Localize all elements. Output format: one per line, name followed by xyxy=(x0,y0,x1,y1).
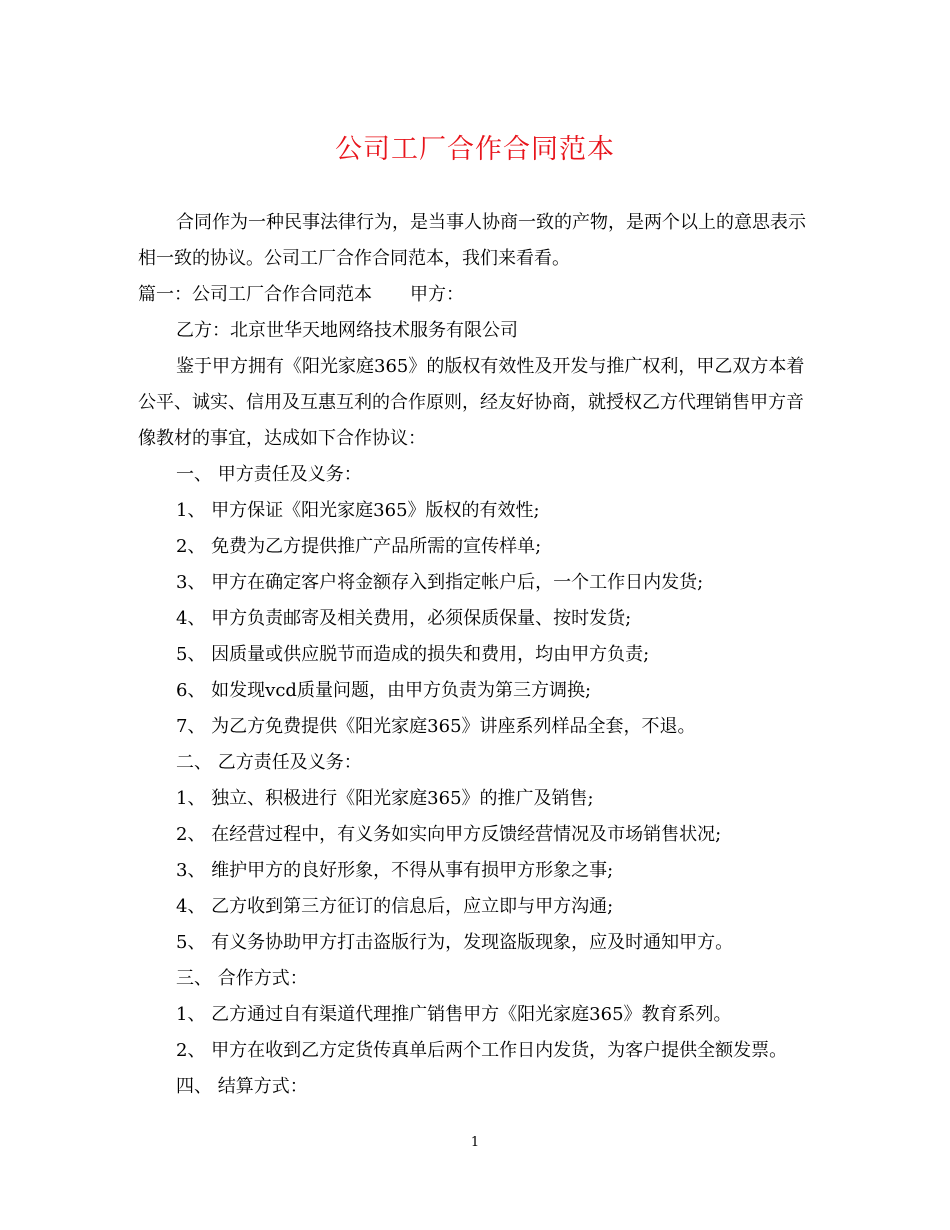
clause-item: 1、 甲方保证《阳光家庭365》版权的有效性; xyxy=(176,500,540,521)
clause-heading-3: 三、 合作方式： xyxy=(176,968,308,989)
party-b-line: 乙方：北京世华天地网络技术服务有限公司 xyxy=(176,320,518,341)
document-body xyxy=(138,205,818,1105)
clause-item: 2、 免费为乙方提供推广产品所需的宣传样单; xyxy=(176,536,542,557)
clause-item: 5、 因质量或供应脱节而造成的损失和费用，均由甲方负责; xyxy=(176,644,650,665)
intro-paragraph: 合同作为一种民事法律行为，是当事人协商一致的产物，是两个以上的意思表示相一致的协议。公司工厂合作合同范本，我们来看看。 xyxy=(138,212,806,269)
clause-heading-1: 一、 甲方责任及义务： xyxy=(176,464,362,485)
clause-heading-4: 四、 结算方式： xyxy=(176,1076,308,1097)
document-title: 公司工厂合作合同范本 xyxy=(335,134,615,165)
clause-item: 7、 为乙方免费提供《阳光家庭365》讲座系列样品全套，不退。 xyxy=(176,716,696,737)
clause-item: 4、 乙方收到第三方征订的信息后，应立即与甲方沟通; xyxy=(176,896,614,917)
clause-item: 5、 有义务协助甲方打击盗版行为，发现盗版现象，应及时通知甲方。 xyxy=(176,932,734,953)
clause-item: 4、 甲方负责邮寄及相关费用，必须保质保量、按时发货; xyxy=(176,608,632,629)
clause-item: 6、 如发现vcd质量问题，由甲方负责为第三方调换; xyxy=(176,680,592,701)
clause-item: 1、 独立、积极进行《阳光家庭365》的推广及销售; xyxy=(176,788,594,809)
preamble-paragraph: 鉴于甲方拥有《阳光家庭365》的版权有效性及开发与推广权利，甲乙双方本着公平、诚实、信用及互惠互利的合作原则，经友好协商，就授权乙方代理销售甲方音像教材的事宜，达成如下合作协议： xyxy=(138,356,805,449)
section-heading-line xyxy=(138,277,818,313)
clause-item: 3、 维护甲方的良好形象，不得从事有损甲方形象之事; xyxy=(176,860,614,881)
clause-item: 3、 甲方在确定客户将金额存入到指定帐户后，一个工作日内发货; xyxy=(176,572,704,593)
clause-heading-2: 二、 乙方责任及义务： xyxy=(176,752,362,773)
section-heading: 篇一：公司工厂合作合同范本 xyxy=(138,284,372,305)
page-number: 1 xyxy=(470,1135,480,1150)
clause-item: 2、 在经营过程中，有义务如实向甲方反馈经营情况及市场销售状况; xyxy=(176,824,722,845)
clause-item: 2、 甲方在收到乙方定货传真单后两个工作日内发货，为客户提供全额发票。 xyxy=(176,1040,788,1061)
party-a-label: 甲方： xyxy=(410,284,464,305)
clause-item: 1、 乙方通过自有渠道代理推广销售甲方《阳光家庭365》教育系列。 xyxy=(176,1004,732,1025)
